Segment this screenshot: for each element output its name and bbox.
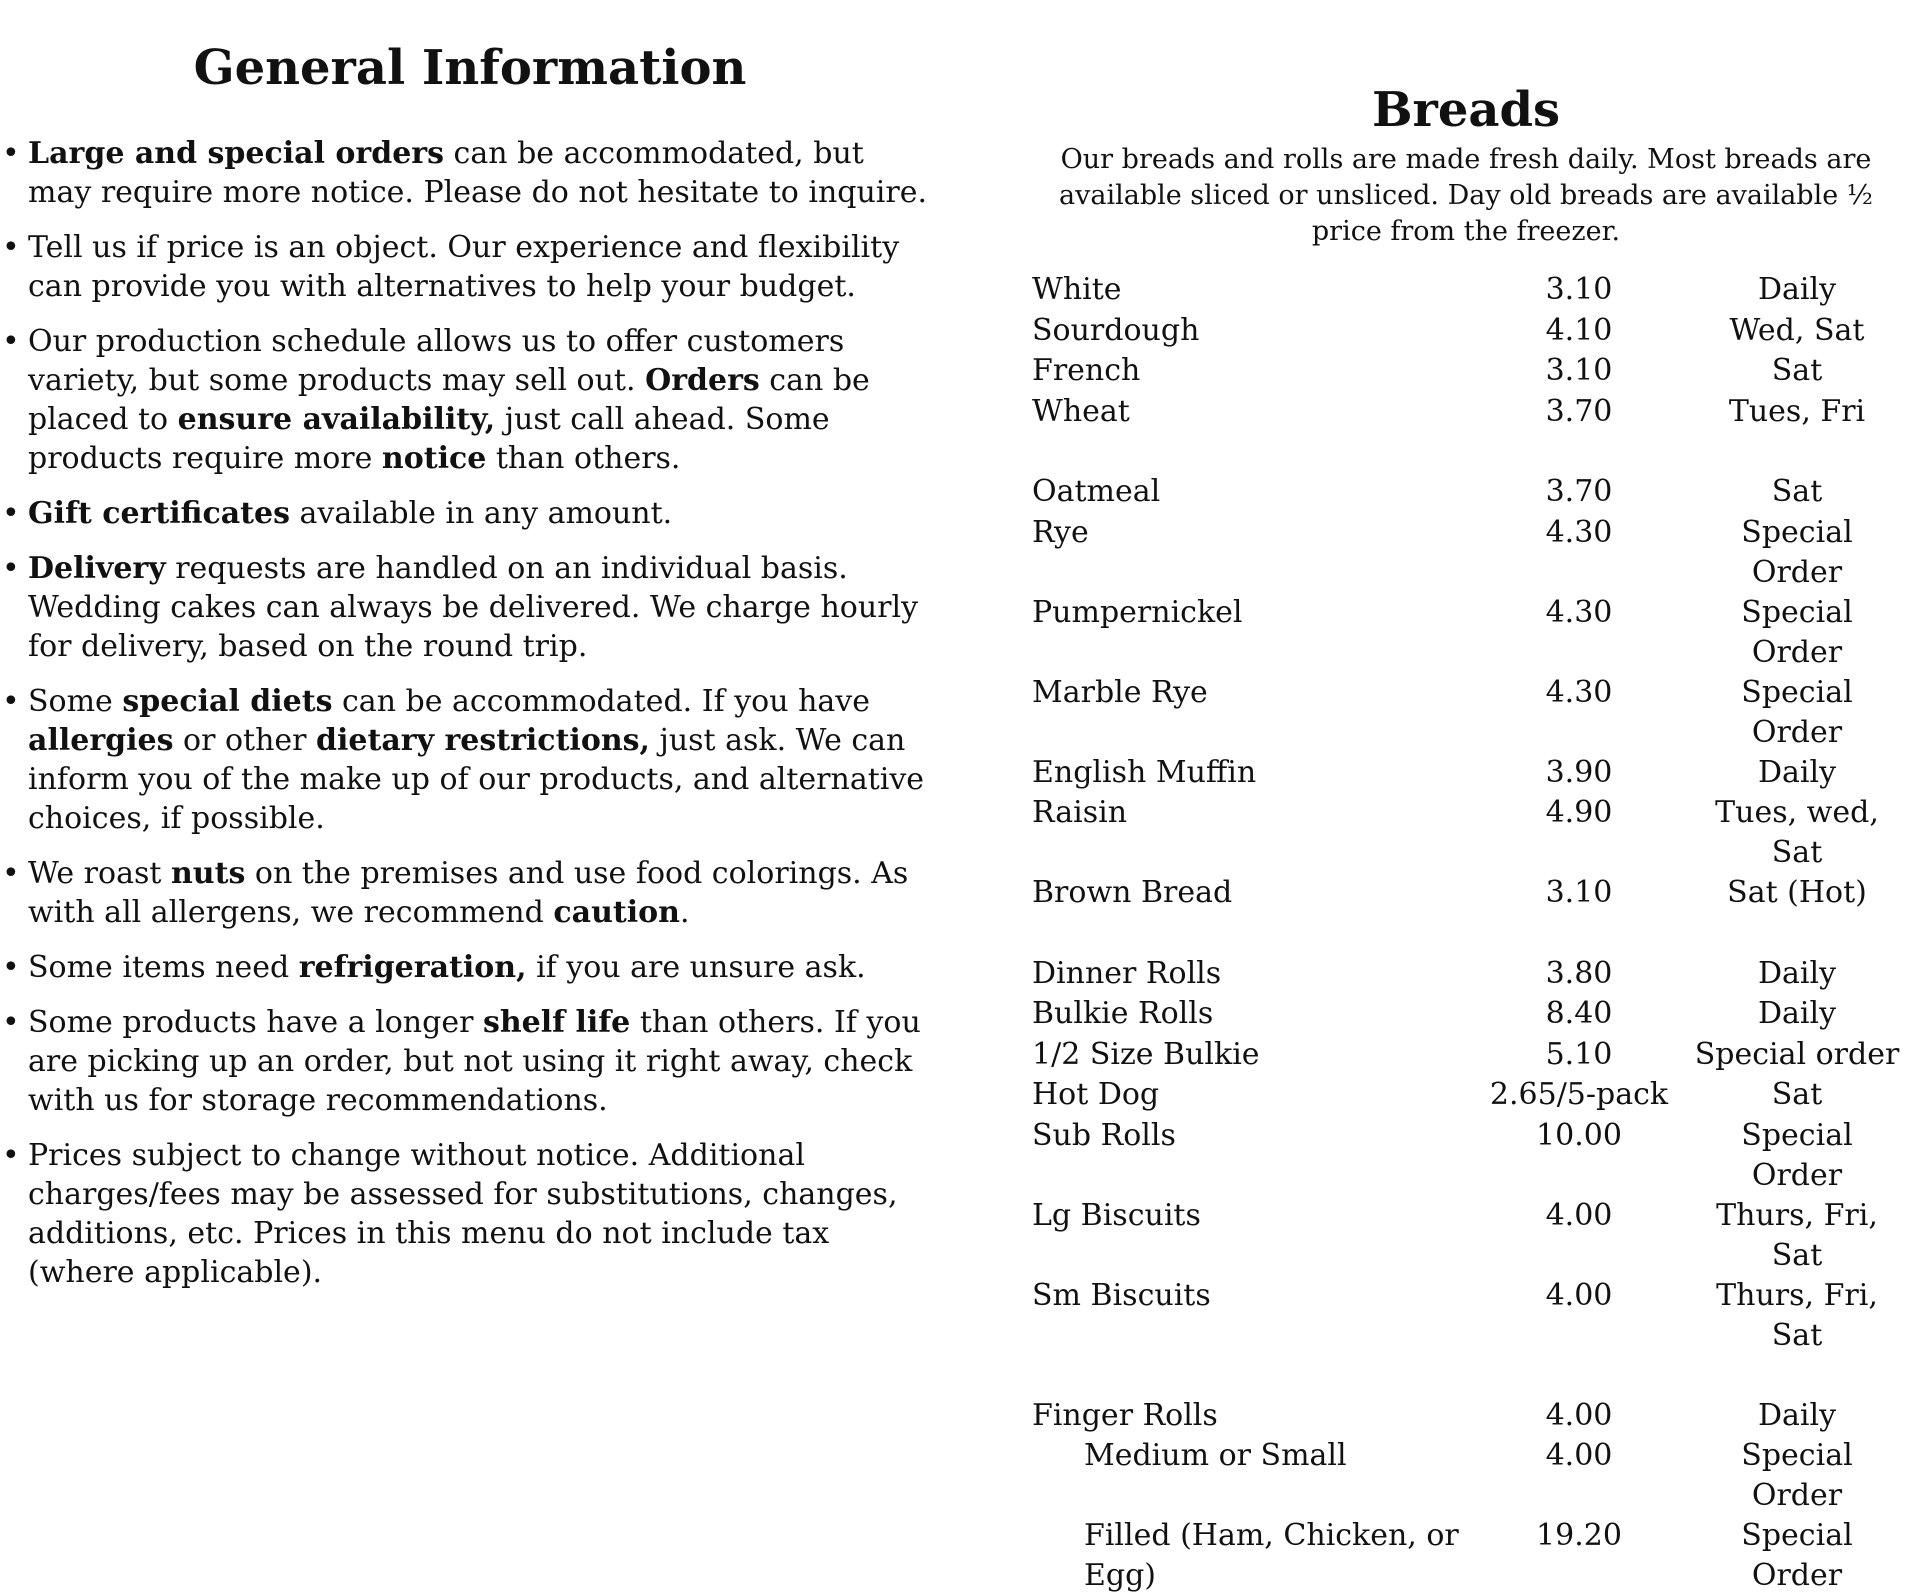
info-emphasis: shelf life	[482, 1005, 631, 1040]
info-text: can be placed to	[28, 363, 870, 437]
bullet-icon: •	[2, 1005, 20, 1040]
bread-price: 3.90	[1545, 754, 1613, 790]
info-text: Tell us if price is an object. Our experience and flexibility can provide you with alternatives to help your budget.	[28, 230, 900, 304]
info-text: than others. If you are picking up an order, but not using it right away, check with us for storage recommendations.	[28, 1005, 921, 1118]
bullet-icon: •	[2, 684, 20, 719]
bread-availability: Sat	[1771, 474, 1823, 509]
bread-row	[1032, 1196, 1900, 1276]
bread-name: White	[1032, 272, 1122, 307]
bread-name: Filled (Ham, Chicken, or Egg)	[1084, 1518, 1459, 1593]
general-info-section	[0, 40, 930, 1308]
bread-availability: Special Order	[1741, 1518, 1853, 1593]
bread-name: Raisin	[1032, 795, 1128, 830]
info-item	[2, 1003, 930, 1120]
info-item	[2, 549, 930, 666]
bread-row	[1032, 1035, 1900, 1076]
bread-availability: Daily	[1757, 1397, 1837, 1433]
bread-availability: Tues, wed, Sat	[1715, 795, 1879, 870]
info-text: requests are handled on an individual basis. Wedding cakes can always be delivered. We charge hourly for delivery, based on the round trip.	[28, 551, 919, 664]
info-emphasis: notice	[381, 441, 487, 476]
info-text: available in any amount.	[290, 496, 673, 531]
bread-row	[1032, 513, 1900, 593]
bread-row	[1032, 753, 1900, 794]
bread-row	[1032, 472, 1900, 513]
bread-price: 3.10	[1545, 353, 1613, 388]
bread-availability: Daily	[1757, 996, 1837, 1031]
info-emphasis: Delivery	[28, 551, 166, 586]
info-text: just ask. We can inform you of the make up of our products, and alternative choices, if possible.	[28, 723, 925, 836]
bread-price: 4.00	[1545, 1397, 1613, 1433]
info-item	[2, 322, 930, 478]
bread-row	[1032, 673, 1900, 753]
info-item	[2, 854, 930, 932]
info-text: Our production schedule allows us to offer customers variety, but some products may sell out.	[28, 324, 845, 398]
info-emphasis: dietary restrictions,	[316, 723, 650, 758]
bread-name: Bulkie Rolls	[1032, 996, 1214, 1031]
bread-availability: Special Order	[1741, 514, 1853, 590]
info-text: Some items need	[28, 950, 299, 985]
info-text: can be accommodated, but may require more notice. Please do not hesitate to inquire.	[28, 136, 928, 210]
bread-availability: Daily	[1757, 754, 1837, 790]
bullet-icon: •	[2, 496, 20, 531]
group-spacer	[1032, 432, 1900, 472]
info-text: or other	[173, 723, 317, 758]
bread-row	[1032, 1075, 1900, 1116]
bread-row	[1032, 1116, 1900, 1196]
bread-availability: Sat	[1771, 1077, 1823, 1112]
bullet-icon: •	[2, 551, 20, 586]
bread-row	[1032, 593, 1900, 673]
bread-price: 8.40	[1545, 996, 1613, 1031]
bread-name: Marble Rye	[1032, 674, 1208, 710]
general-info-list	[0, 134, 930, 1292]
bread-row	[1032, 392, 1900, 433]
bullet-icon: •	[2, 136, 20, 171]
bread-availability: Special order	[1694, 1036, 1900, 1072]
bread-row	[1032, 994, 1900, 1035]
bread-price: 4.30	[1545, 674, 1613, 710]
bread-price: 3.70	[1545, 474, 1613, 509]
bread-name: Finger Rolls	[1032, 1397, 1218, 1433]
bread-price: 4.30	[1545, 514, 1613, 550]
bread-name: Dinner Rolls	[1032, 955, 1222, 991]
bread-name: Lg Biscuits	[1032, 1197, 1201, 1233]
bread-availability: Sat	[1771, 353, 1823, 388]
info-item	[2, 682, 930, 838]
bread-availability: Daily	[1757, 272, 1837, 307]
info-item	[2, 494, 930, 533]
info-emphasis: refrigeration,	[298, 950, 527, 985]
bullet-icon: •	[2, 1138, 20, 1173]
group-spacer	[1032, 1356, 1900, 1396]
bread-row	[1032, 351, 1900, 392]
bread-price: 2.65/5-pack	[1489, 1077, 1669, 1112]
breads-table	[1032, 270, 1900, 1596]
bread-name: Hot Dog	[1032, 1077, 1160, 1112]
bullet-icon: •	[2, 856, 20, 891]
bread-price: 3.80	[1545, 955, 1613, 991]
breads-section	[1032, 82, 1900, 1596]
bullet-icon: •	[2, 950, 20, 985]
info-emphasis: nuts	[170, 856, 246, 891]
bullet-icon: •	[2, 324, 20, 359]
info-text: .	[679, 895, 690, 930]
info-item	[2, 1136, 930, 1292]
bread-availability: Special Order	[1741, 1117, 1853, 1193]
info-emphasis: Orders	[645, 363, 760, 398]
bread-availability: Tues, Fri	[1728, 393, 1866, 429]
bread-price: 4.00	[1545, 1438, 1613, 1473]
bread-price: 4.30	[1545, 594, 1613, 630]
bread-row	[1032, 1276, 1900, 1356]
breads-intro: Our breads and rolls are made fresh daily. Most breads are available sliced or unsliced. Day old breads are available ½ price from the freezer.	[1059, 144, 1873, 247]
bread-name: 1/2 Size Bulkie	[1032, 1036, 1260, 1072]
info-text: if you are unsure ask.	[526, 950, 866, 985]
bread-availability: Thurs, Fri, Sat	[1716, 1277, 1878, 1353]
info-emphasis: special diets	[122, 684, 333, 719]
bread-price: 3.70	[1545, 393, 1613, 429]
bread-price: 4.90	[1545, 795, 1613, 830]
info-text: on the premises and use food colorings. As with all allergens, we recommend	[28, 856, 909, 930]
bread-availability: Wed, Sat	[1729, 312, 1865, 348]
bread-name: Sub Rolls	[1032, 1117, 1176, 1153]
bread-name: Brown Bread	[1032, 875, 1233, 910]
bread-name: Wheat	[1032, 393, 1130, 429]
bread-price: 10.00	[1536, 1117, 1622, 1153]
info-text: We roast	[28, 856, 171, 891]
info-emphasis: Gift certificates	[28, 496, 290, 531]
info-emphasis: ensure availability,	[177, 402, 496, 437]
breads-title: Breads	[1371, 82, 1561, 138]
bread-availability: Daily	[1757, 955, 1837, 991]
info-emphasis: Large and special orders	[28, 136, 444, 171]
bread-availability: Special Order	[1741, 674, 1853, 750]
bread-name: English Muffin	[1032, 754, 1257, 790]
info-item	[2, 228, 930, 306]
bread-row	[1032, 954, 1900, 995]
bread-name: Rye	[1032, 514, 1089, 550]
bread-price: 4.00	[1545, 1277, 1613, 1313]
info-emphasis: caution	[553, 895, 680, 930]
bread-availability: Special Order	[1741, 1438, 1853, 1513]
bread-price: 4.10	[1545, 312, 1613, 348]
bread-name: Pumpernickel	[1032, 594, 1243, 630]
bread-name: French	[1032, 353, 1141, 388]
bread-price: 4.00	[1545, 1197, 1613, 1233]
bread-availability: Special Order	[1741, 594, 1853, 670]
general-info-title: General Information	[193, 40, 747, 96]
bread-availability: Sat (Hot)	[1727, 875, 1867, 910]
bread-name: Oatmeal	[1032, 474, 1161, 509]
info-emphasis: allergies	[28, 723, 174, 758]
bread-name: Medium or Small	[1084, 1438, 1347, 1473]
bread-row	[1032, 793, 1900, 873]
info-text: Some	[28, 684, 123, 719]
bread-name: Sourdough	[1032, 312, 1200, 348]
bread-row	[1032, 311, 1900, 352]
info-item	[2, 134, 930, 212]
info-text: Prices subject to change without notice. Additional charges/fees may be assessed for substitutions, changes, additions, etc. Prices in this menu do not include tax (where applicable).	[28, 1138, 898, 1290]
bread-row	[1032, 270, 1900, 311]
info-text: than others.	[486, 441, 681, 476]
info-item	[2, 948, 930, 987]
bread-row	[1032, 1436, 1900, 1516]
group-spacer	[1032, 914, 1900, 954]
bread-price: 19.20	[1536, 1518, 1622, 1553]
bread-row	[1032, 1516, 1900, 1596]
bread-name: Sm Biscuits	[1032, 1277, 1211, 1313]
bread-price: 3.10	[1545, 272, 1613, 307]
info-text: Some products have a longer	[28, 1005, 483, 1040]
bread-price: 5.10	[1545, 1036, 1613, 1072]
bread-row	[1032, 1396, 1900, 1437]
bread-price: 3.10	[1545, 875, 1613, 910]
info-text: can be accommodated. If you have	[332, 684, 870, 719]
info-text: just call ahead. Some products require more	[28, 402, 830, 476]
bread-availability: Thurs, Fri, Sat	[1716, 1197, 1878, 1273]
bullet-icon: •	[2, 230, 20, 265]
bread-row	[1032, 873, 1900, 914]
